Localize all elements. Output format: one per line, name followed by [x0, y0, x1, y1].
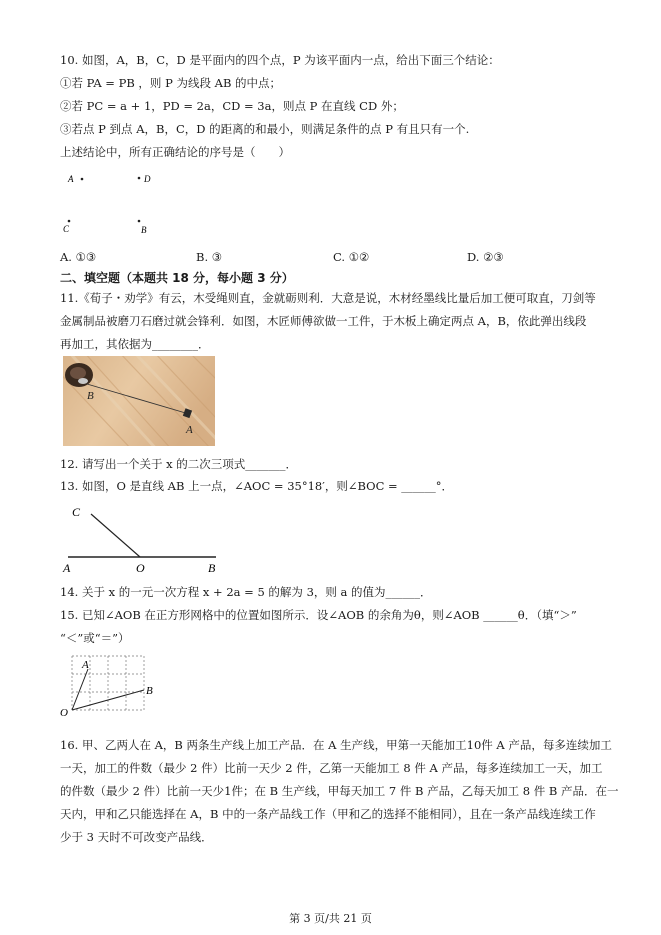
q10-option-a: A. ①③: [60, 250, 97, 264]
q15-label-a: A: [82, 659, 89, 671]
q16-line-5: 少于 3 天时不可改变产品线．: [60, 830, 213, 844]
photo-label-b: B: [87, 390, 94, 402]
q10-statement-3: ③若点 P 到点 A，B，C，D 的距离的和最小，则满足条件的点 P 有且只有一个.: [60, 122, 470, 136]
q10-label-a: A: [68, 174, 74, 184]
q10-option-d: D. ②③: [467, 250, 504, 264]
wood-board-illustration: [63, 356, 215, 446]
q16-line-1: 16. 甲、乙两人在 A，B 两条生产线上加工产品．在 A 生产线，甲第一天能加工10件 A 产品，每多连续加工: [60, 738, 612, 752]
q11-line-3: 再加工，其依据为________．: [60, 337, 210, 351]
q10-point-a: [81, 178, 84, 181]
q10-option-b: B. ③: [196, 250, 223, 264]
q10-question: 上述结论中，所有正确结论的序号是（ ）: [60, 145, 290, 159]
q10-point-b: [138, 220, 141, 223]
q12-text: 12. 请写出一个关于 x 的二次三项式_______．: [60, 457, 297, 471]
q15-label-o: O: [60, 707, 68, 719]
q15-line-2: “＜”或“＝”）: [60, 631, 130, 645]
page-footer: 第 3 页/共 21 页: [289, 912, 372, 925]
q15-line-1: 15. 已知∠AOB 在正方形网格中的位置如图所示．设∠AOB 的余角为θ，则∠AOB ______θ．（填“＞”: [60, 608, 577, 622]
q11-line-2: 金属制品被磨刀石磨过就会锋利．如图，木匠师傅欲做一工件，于木板上确定两点 A，B，依此弹出线段: [60, 314, 587, 328]
q10-point-c: [68, 220, 71, 223]
q10-label-b: B: [141, 225, 147, 235]
q13-text: 13. 如图，O 是直线 AB 上一点，∠AOC = 35°18′，则∠BOC = ______°．: [60, 479, 454, 493]
q13-label-o: O: [136, 561, 145, 575]
q10-option-c: C. ①②: [333, 250, 370, 264]
q16-line-2: 一天，加工的件数（最少 2 件）比前一天少 2 件，乙第一天能加工 8 件 A 产品，每多连续加工一天，加工: [60, 761, 603, 775]
photo-label-a: A: [186, 424, 193, 436]
q13-label-c: C: [72, 505, 81, 519]
q15-label-b: B: [146, 685, 153, 697]
q13-label-a: A: [63, 561, 71, 575]
q13-figure: [60, 500, 230, 576]
q10-label-c: C: [63, 224, 70, 234]
q10-figure: [60, 165, 170, 240]
q10-point-d: [138, 177, 141, 180]
q11-line-1: 11.《荀子・劝学》有云，木受绳则直，金就砺则利．大意是说，木材经墨线比量后加工便可取直，刀剑等: [60, 291, 596, 305]
q10-stem: 10. 如图，A，B，C，D 是平面内的四个点，P 为该平面内一点，给出下面三个结论：: [60, 53, 500, 67]
q10-statement-1: ①若 PA = PB ，则 P 为线段 AB 的中点；: [60, 76, 282, 90]
q16-line-3: 的件数（最少 2 件）比前一天少1件；在 B 生产线，甲每天加工 7 件 B 产品，乙每天加工 8 件 B 产品．在一: [60, 784, 619, 798]
q16-line-4: 天内，甲和乙只能选择在 A，B 中的一条产品线工作（甲和乙的选择不能相同），且在一条产品线连续工作: [60, 807, 596, 821]
q10-statement-2: ②若 PC = a + 1，PD = 2a，CD = 3a，则点 P 在直线 CD 外；: [60, 99, 404, 113]
q15-grid-figure: [58, 652, 163, 720]
q10-label-d: D: [144, 174, 151, 184]
q14-text: 14. 关于 x 的一元一次方程 x + 2a = 5 的解为 3，则 a 的值为______．: [60, 585, 432, 599]
q13-label-b: B: [208, 561, 216, 575]
q11-wood-photo: [63, 356, 215, 446]
section-title: 二、填空题（本题共 18 分，每小题 3 分）: [60, 271, 294, 285]
